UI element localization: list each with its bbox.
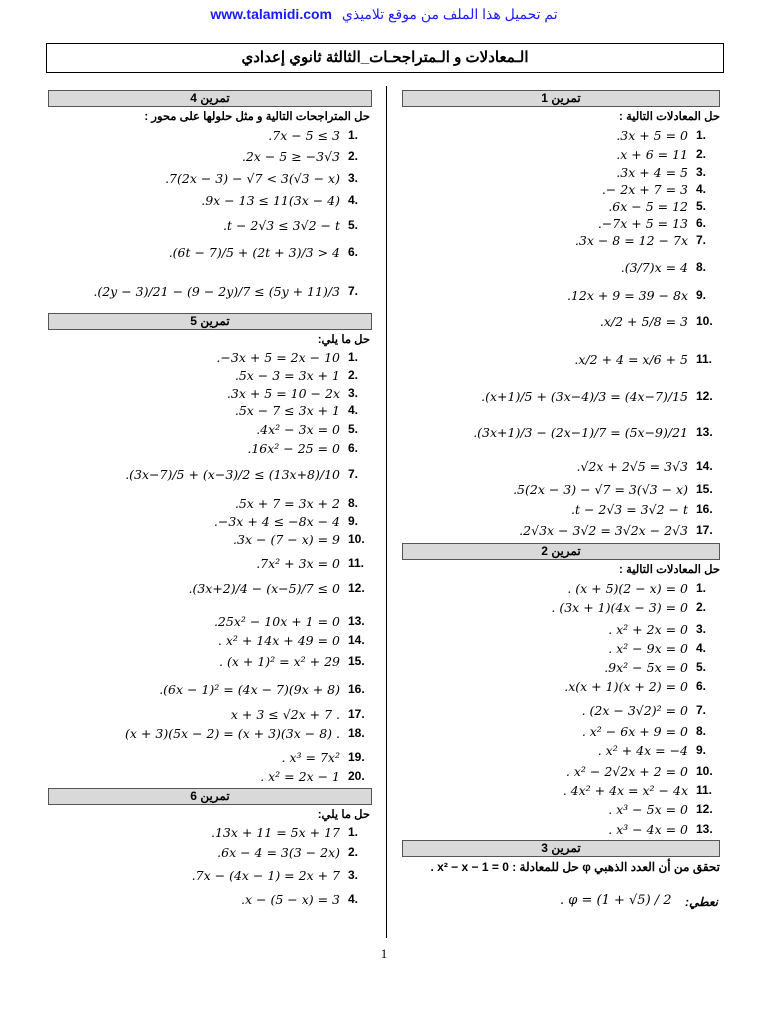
exercise2-item-5	[604, 658, 718, 676]
item-number: 12.	[348, 581, 365, 595]
exercise6-header: تمرين 6	[48, 788, 372, 805]
item-number: 4.	[348, 193, 359, 207]
exercise5-item-20	[260, 767, 370, 785]
item-number: 2.	[348, 368, 359, 382]
equation: .t − 2√3 ≤ 3√2 − t	[222, 217, 340, 233]
exercise5-instruction: حل ما يلي:	[317, 334, 370, 346]
exercise5-item-3	[227, 384, 370, 402]
item-number: 8.	[348, 496, 359, 510]
exercise5-item-9	[214, 512, 370, 530]
equation: .x(x + 1)(x + 2) = 0	[564, 678, 688, 694]
item-number: 8.	[696, 260, 707, 274]
item-number: 5.	[696, 199, 707, 213]
equation: . x² − 9x = 0	[608, 640, 688, 656]
equation: . x² = 2x − 1	[260, 768, 340, 784]
item-number: 10.	[696, 314, 713, 328]
equation: .7(2x − 3) − √7 < 3(√3 − x)	[165, 170, 340, 186]
exercise5-item-1	[216, 348, 370, 366]
item-number: 20.	[348, 769, 365, 783]
exercise5-item-18	[125, 724, 370, 742]
equation: . x³ − 5x = 0	[608, 801, 688, 817]
exercise4-item-2	[242, 147, 370, 165]
equation: .5x − 7 ≤ 3x + 1	[234, 402, 340, 418]
equation: .25x² − 10x + 1 = 0	[213, 613, 340, 629]
exercise1-item-12	[481, 387, 718, 405]
equation: . (x + 5)(2 − x) = 0	[567, 580, 688, 596]
item-number: 7.	[348, 284, 359, 298]
exercise5-item-17	[231, 705, 370, 723]
exercise6-item-3	[192, 866, 370, 884]
item-number: 19.	[348, 750, 365, 764]
exercise6-item-2	[217, 843, 370, 861]
site-link[interactable]: www.talamidi.com	[210, 6, 332, 22]
exercise1-item-11	[574, 350, 718, 368]
equation: . x³ = 7x²	[281, 749, 340, 765]
item-number: 17.	[696, 523, 713, 537]
equation: x + 3 ≤ √2x + 7 .	[230, 706, 340, 722]
equation: .3x + 5 = 0	[616, 127, 688, 143]
equation: .5x − 3 = 3x + 1	[234, 367, 340, 383]
item-number: 9.	[348, 514, 359, 528]
exercise4-item-7	[93, 282, 370, 300]
exercise6-instruction: حل ما يلي:	[317, 809, 370, 821]
exercise5-item-2	[235, 366, 370, 384]
exercise2-item-11	[563, 781, 718, 799]
exercise2-item-7	[582, 701, 718, 719]
equation: . (2x − 3√2)² = 0	[581, 702, 688, 718]
item-number: 15.	[348, 654, 365, 668]
equation: . x² + 2x = 0	[608, 621, 688, 637]
equation: .3x − (7 − x) = 9	[233, 531, 340, 547]
exercise5-header: تمرين 5	[48, 313, 372, 330]
exercise5-item-14	[218, 631, 370, 649]
equation: .− 2x + 7 = 3	[601, 181, 688, 197]
exercise1-item-9	[567, 286, 718, 304]
item-number: 16.	[696, 502, 713, 516]
exercise1-item-10	[600, 312, 718, 330]
item-number: 1.	[348, 128, 359, 142]
equation: (x + 3)(5x − 2) = (x + 3)(3x − 8) .	[125, 725, 340, 741]
exercise1-item-6	[598, 214, 718, 232]
equation: .x + 6 = 11	[616, 146, 688, 162]
equation: . (3x + 1)(4x − 3) = 0	[551, 599, 688, 615]
equation: .x/2 + 5/8 = 3	[599, 313, 688, 329]
item-number: 13.	[696, 425, 713, 439]
item-number: 4.	[348, 892, 359, 906]
equation: .(3x+2)/4 − (x−5)/7 ≤ 0	[188, 580, 340, 596]
exercise4-instruction: حل المتراجحات التالية و مثل حلولها على محور :	[144, 111, 370, 123]
exercise4-item-5	[223, 216, 370, 234]
equation: .12x + 9 = 39 − 8x	[566, 287, 688, 303]
equation: .16x² − 25 = 0	[247, 440, 340, 456]
item-number: 6.	[696, 679, 707, 693]
item-number: 2.	[696, 600, 707, 614]
exercise4-item-3	[165, 169, 370, 187]
equation: .13x + 11 = 5x + 17	[210, 824, 340, 840]
item-number: 4.	[696, 641, 707, 655]
item-number: 1.	[696, 581, 707, 595]
exercise1-item-13	[473, 423, 718, 441]
equation: .6x − 4 = 3(3 − 2x)	[217, 844, 340, 860]
item-number: 14.	[348, 633, 365, 647]
equation: .5x + 7 = 3x + 2	[234, 495, 340, 511]
item-number: 17.	[348, 707, 365, 721]
item-number: 12.	[696, 802, 713, 816]
exercise5-item-11	[256, 554, 370, 572]
equation: .(6x − 1)² = (4x − 7)(9x + 8)	[159, 681, 340, 697]
item-number: 1.	[348, 350, 359, 364]
equation: .(3x+1)/3 − (2x−1)/7 = (5x−9)/21	[473, 424, 688, 440]
equation: .3x + 5 = 10 − 2x	[226, 385, 340, 401]
exercise3-given-label: نعطي:	[685, 895, 718, 909]
exercise1-instruction: حل المعادلات التالية :	[619, 111, 720, 123]
item-number: 5.	[348, 218, 359, 232]
item-number: 2.	[348, 149, 359, 163]
equation: .4x² − 3x = 0	[256, 421, 340, 437]
exercise2-item-8	[582, 722, 718, 740]
equation: .(3/7)x = 4	[620, 259, 688, 275]
item-number: 2.	[348, 845, 359, 859]
item-number: 7.	[696, 233, 707, 247]
exercise1-item-14	[576, 457, 718, 475]
equation: .6x − 5 = 12	[608, 198, 688, 214]
item-number: 11.	[348, 556, 365, 570]
exercise1-item-3	[616, 163, 718, 181]
equation: .3x − 8 = 12 − 7x	[574, 232, 688, 248]
exercise5-item-12	[188, 579, 370, 597]
item-number: 3.	[348, 868, 359, 882]
equation: .9x² − 5x = 0	[604, 659, 688, 675]
item-number: 4.	[348, 403, 359, 417]
item-number: 12.	[696, 389, 713, 403]
item-number: 3.	[696, 622, 707, 636]
exercise5-item-19	[282, 748, 370, 766]
exercise5-item-13	[214, 612, 370, 630]
exercise1-item-2	[616, 145, 718, 163]
item-number: 3.	[348, 386, 359, 400]
exercise5-item-6	[247, 439, 370, 457]
exercise2-header: تمرين 2	[402, 543, 720, 560]
exercise2-item-12	[608, 800, 718, 818]
item-number: 7.	[696, 703, 707, 717]
item-number: 9.	[696, 288, 707, 302]
equation: .x/2 + 4 = x/6 + 5	[574, 351, 688, 367]
equation: .(6t − 7)/5 + (2t + 3)/3 > 4	[168, 244, 340, 260]
equation: .9x − 13 ≤ 11(3x − 4)	[201, 192, 340, 208]
item-number: 15.	[696, 482, 713, 496]
equation: . x² + 14x + 49 = 0	[217, 632, 340, 648]
item-number: 3.	[696, 165, 707, 179]
item-number: 6.	[696, 216, 707, 230]
item-number: 8.	[696, 724, 707, 738]
equation: .2√3x − 3√2 = 3√2x − 2√3	[519, 522, 688, 538]
item-number: 18.	[348, 726, 365, 740]
top-banner	[0, 6, 768, 23]
exercise2-item-2	[551, 598, 718, 616]
exercise2-item-3	[608, 620, 718, 638]
equation: . x² − 6x + 9 = 0	[581, 723, 688, 739]
golden-ratio-formula: . φ = (1 + √5) / 2	[560, 893, 672, 908]
item-number: 5.	[348, 422, 359, 436]
equation: .x − (5 − x) = 3	[241, 891, 340, 907]
equation: .7x − 5 ≤ 3	[268, 127, 340, 143]
equation: . x³ − 4x = 0	[608, 821, 688, 837]
equation: .√2x + 2√5 = 3√3	[576, 458, 688, 474]
page-title: الـمعادلات و الـمتراجحـات_الثالثة ثانوي إعدادي	[46, 43, 724, 73]
item-number: 11.	[696, 783, 713, 797]
exercise1-item-1	[616, 126, 718, 144]
item-number: 7.	[348, 467, 359, 481]
item-number: 6.	[348, 441, 359, 455]
item-number: 11.	[696, 352, 713, 366]
download-message: تم تحميل هذا الملف من موقع تلاميذي	[341, 6, 558, 22]
exercise5-item-10	[233, 530, 370, 548]
exercise2-item-13	[608, 820, 718, 838]
exercise2-item-9	[598, 741, 718, 759]
item-number: 9.	[696, 743, 707, 757]
exercise5-item-5	[256, 420, 370, 438]
equation: .(x+1)/5 + (3x−4)/3 = (4x−7)/15	[481, 388, 688, 404]
exercise4-item-6	[169, 243, 370, 261]
equation: .t − 2√3 = 3√2 − t	[570, 501, 688, 517]
exercise1-item-17	[519, 521, 718, 539]
equation: .−3x + 5 = 2x − 10	[216, 349, 340, 365]
exercise6-item-4	[241, 890, 370, 908]
exercise4-item-4	[201, 191, 370, 209]
column-divider	[386, 86, 387, 938]
item-number: 10.	[348, 532, 365, 546]
equation: .−3x + 4 ≤ −8x − 4	[213, 513, 340, 529]
item-number: 16.	[348, 682, 365, 696]
exercise1-item-15	[513, 480, 718, 498]
exercise3-header: تمرين 3	[402, 840, 720, 857]
exercise1-item-4	[602, 180, 718, 198]
exercise3-statement: تحقق من أن العدد الذهبي φ حل للمعادلة : 0 = x² − x − 1 .	[430, 860, 720, 874]
equation: .−7x + 5 = 13	[597, 215, 688, 231]
equation: . (x + 1)² = x² + 29	[219, 653, 340, 669]
exercise2-instruction: حل المعادلات التالية :	[619, 564, 720, 576]
exercise5-item-8	[235, 494, 370, 512]
exercise6-item-1	[211, 823, 370, 841]
item-number: 1.	[348, 825, 359, 839]
item-number: 1.	[696, 128, 707, 142]
item-number: 14.	[696, 459, 713, 473]
item-number: 6.	[348, 245, 359, 259]
exercise5-item-16	[159, 680, 370, 698]
item-number: 4.	[696, 182, 707, 196]
equation: .(2y − 3)/21 − (9 − 2y)/7 ≤ (5y + 11)/3	[93, 283, 340, 299]
exercise1-item-8	[621, 258, 718, 276]
exercise2-item-10	[566, 762, 718, 780]
exercise5-item-15	[219, 652, 370, 670]
exercise2-item-4	[608, 639, 718, 657]
equation: .3x + 4 = 5	[616, 164, 688, 180]
equation: .7x² + 3x = 0	[256, 555, 340, 571]
item-number: 10.	[696, 764, 713, 778]
item-number: 5.	[696, 660, 707, 674]
exercise2-item-6	[564, 677, 718, 695]
item-number: 13.	[348, 614, 365, 628]
item-number: 2.	[696, 147, 707, 161]
exercise2-item-1	[567, 579, 718, 597]
equation: . 4x² + 4x = x² − 4x	[562, 782, 688, 798]
item-number: 3.	[348, 171, 359, 185]
exercise1-item-16	[571, 500, 718, 518]
equation: .2x − 5 ≥ −3√3	[241, 148, 340, 164]
equation: . x² − 2√2x + 2 = 0	[565, 763, 688, 779]
page-number: 1	[380, 946, 388, 961]
exercise1-item-7	[575, 231, 718, 249]
equation: . x² + 4x = −4	[597, 742, 688, 758]
exercise4-header: تمرين 4	[48, 90, 372, 107]
equation: .5(2x − 3) − √7 = 3(√3 − x)	[513, 481, 688, 497]
exercise1-item-5	[608, 197, 718, 215]
exercise4-item-1	[268, 126, 370, 144]
item-number: 13.	[696, 822, 713, 836]
equation: .(3x−7)/5 + (x−3)/2 ≤ (13x+8)/10	[125, 466, 340, 482]
equation: .7x − (4x − 1) = 2x + 7	[191, 867, 340, 883]
exercise1-header: تمرين 1	[402, 90, 720, 107]
exercise5-item-7	[125, 465, 370, 483]
exercise5-item-4	[235, 401, 370, 419]
